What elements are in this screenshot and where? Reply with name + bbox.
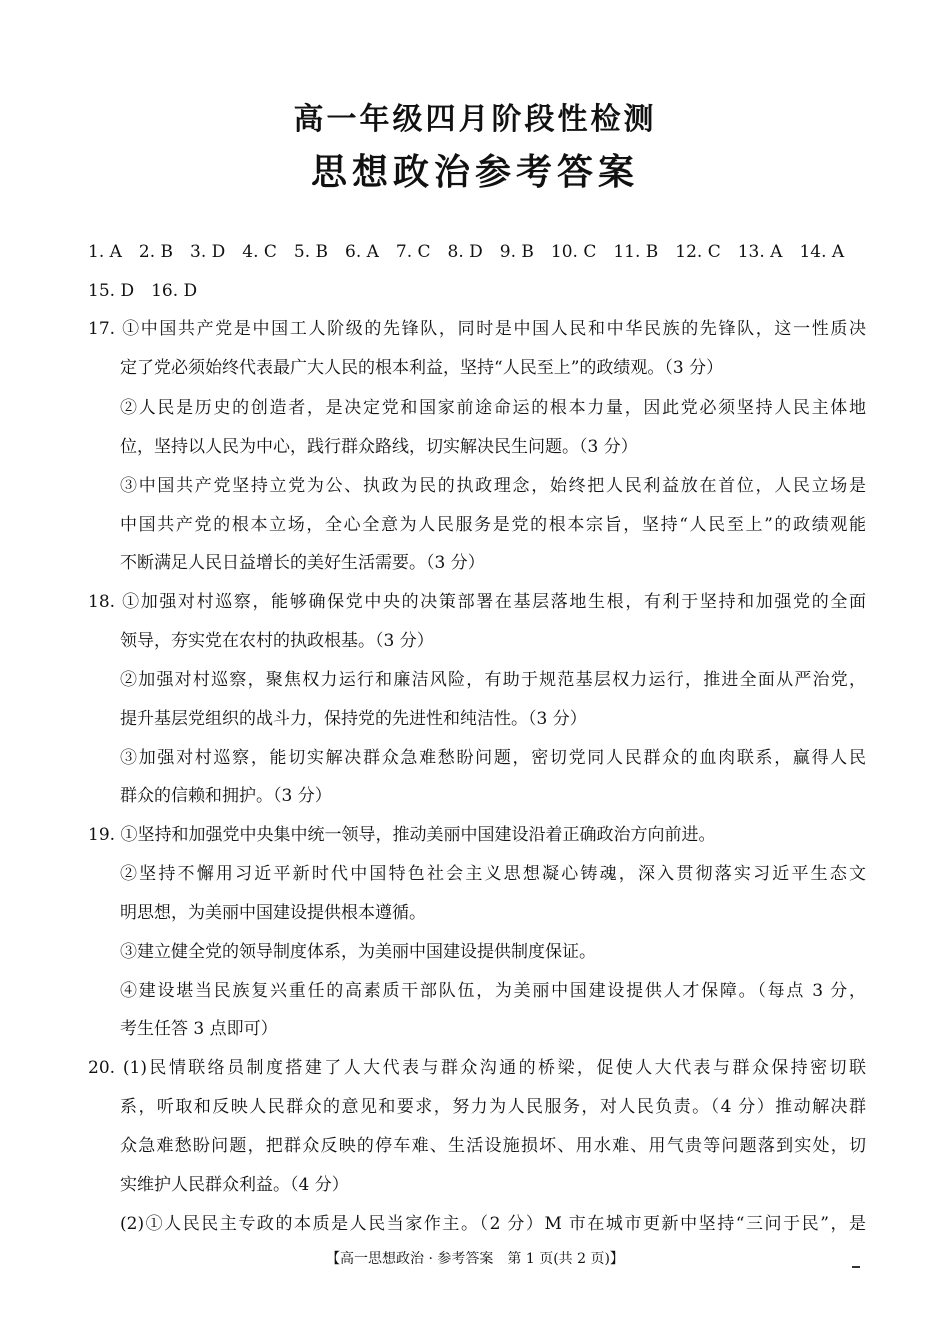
- q19-line5: ④建设堪当民族复兴重任的高素质干部队伍，为美丽中国建设提供人才保障。（每点 3 分，: [120, 981, 866, 1001]
- q17-line6: 中国共产党的根本立场，全心全意为人民服务是党的根本宗旨，坚持“人民至上”的政绩观能: [120, 515, 866, 535]
- mc-answers-line1: 1. A 2. B 3. D 4. C 5. B 6. A 7. C 8. D 9. B 10. C 11. B 12. C 13. A 14. A: [88, 242, 845, 262]
- page-title-line2: 思想政治参考答案: [310, 152, 639, 193]
- page-footer: 【高一思想政治 · 参考答案 第 1 页(共 2 页)】: [326, 1251, 624, 1267]
- q17-line2: 定了党必须始终代表最广大人民的根本利益，坚持“人民至上”的政绩观。（3 分）: [120, 358, 724, 378]
- q18-line1: 18. ①加强对村巡察，能够确保党中央的决策部署在基层落地生根，有利于坚持和加强党的全面: [88, 592, 866, 612]
- q17-line1: 17. ①中国共产党是中国工人阶级的先锋队，同时是中国人民和中华民族的先锋队，这一性质决: [88, 319, 866, 339]
- q19-line1: 19. ①坚持和加强党中央集中统一领导，推动美丽中国建设沿着正确政治方向前进。: [88, 825, 716, 845]
- q18-line2: 领导，夯实党在农村的执政根基。（3 分）: [120, 631, 434, 651]
- q17-line5: ③中国共产党坚持立党为公、执政为民的执政理念，始终把人民利益放在首位，人民立场是: [120, 476, 866, 496]
- mc-answers-line2: 15. D 16. D: [88, 281, 198, 301]
- q17-line3: ②人民是历史的创造者，是决定党和国家前途命运的根本力量，因此党必须坚持人民主体地: [120, 398, 866, 418]
- q19-line6: 考生任答 3 点即可）: [120, 1019, 278, 1039]
- q20-line3: 众急难愁盼问题，把群众反映的停车难、生活设施损坏、用水难、用气贵等问题落到实处，切: [120, 1136, 866, 1156]
- q18-line6: 群众的信赖和拥护。（3 分）: [120, 786, 332, 806]
- corner-mark: [852, 1266, 860, 1268]
- q17-line7: 不断满足人民日益增长的美好生活需要。（3 分）: [120, 553, 485, 573]
- q20-line4: 实维护人民群众利益。（4 分）: [120, 1175, 349, 1195]
- q20-line2: 系，听取和反映人民群众的意见和要求，努力为人民服务，对人民负责。（4 分）推动解决群: [120, 1097, 866, 1117]
- q19-line4: ③建立健全党的领导制度体系，为美丽中国建设提供制度保证。: [120, 942, 596, 962]
- q20-line1: 20. (1)民情联络员制度搭建了人大代表与群众沟通的桥梁，促使人大代表与群众保持密切联: [88, 1058, 866, 1078]
- q18-line3: ②加强对村巡察，聚焦权力运行和廉洁风险，有助于规范基层权力运行，推进全面从严治党，: [120, 670, 866, 690]
- q17-line4: 位，坚持以人民为中心，践行群众路线，切实解决民生问题。（3 分）: [120, 437, 638, 457]
- page-title-line1: 高一年级四月阶段性检测: [293, 102, 657, 137]
- q19-line2: ②坚持不懈用习近平新时代中国特色社会主义思想凝心铸魂，深入贯彻落实习近平生态文: [120, 864, 866, 884]
- q20-line5: (2)①人民民主专政的本质是人民当家作主。（2 分）M 市在城市更新中坚持“三问于民”，是: [120, 1214, 866, 1234]
- q18-line4: 提升基层党组织的战斗力，保持党的先进性和纯洁性。（3 分）: [120, 709, 587, 729]
- q18-line5: ③加强对村巡察，能切实解决群众急难愁盼问题，密切党同人民群众的血肉联系，赢得人民: [120, 748, 866, 768]
- q19-line3: 明思想，为美丽中国建设提供根本遵循。: [120, 903, 426, 923]
